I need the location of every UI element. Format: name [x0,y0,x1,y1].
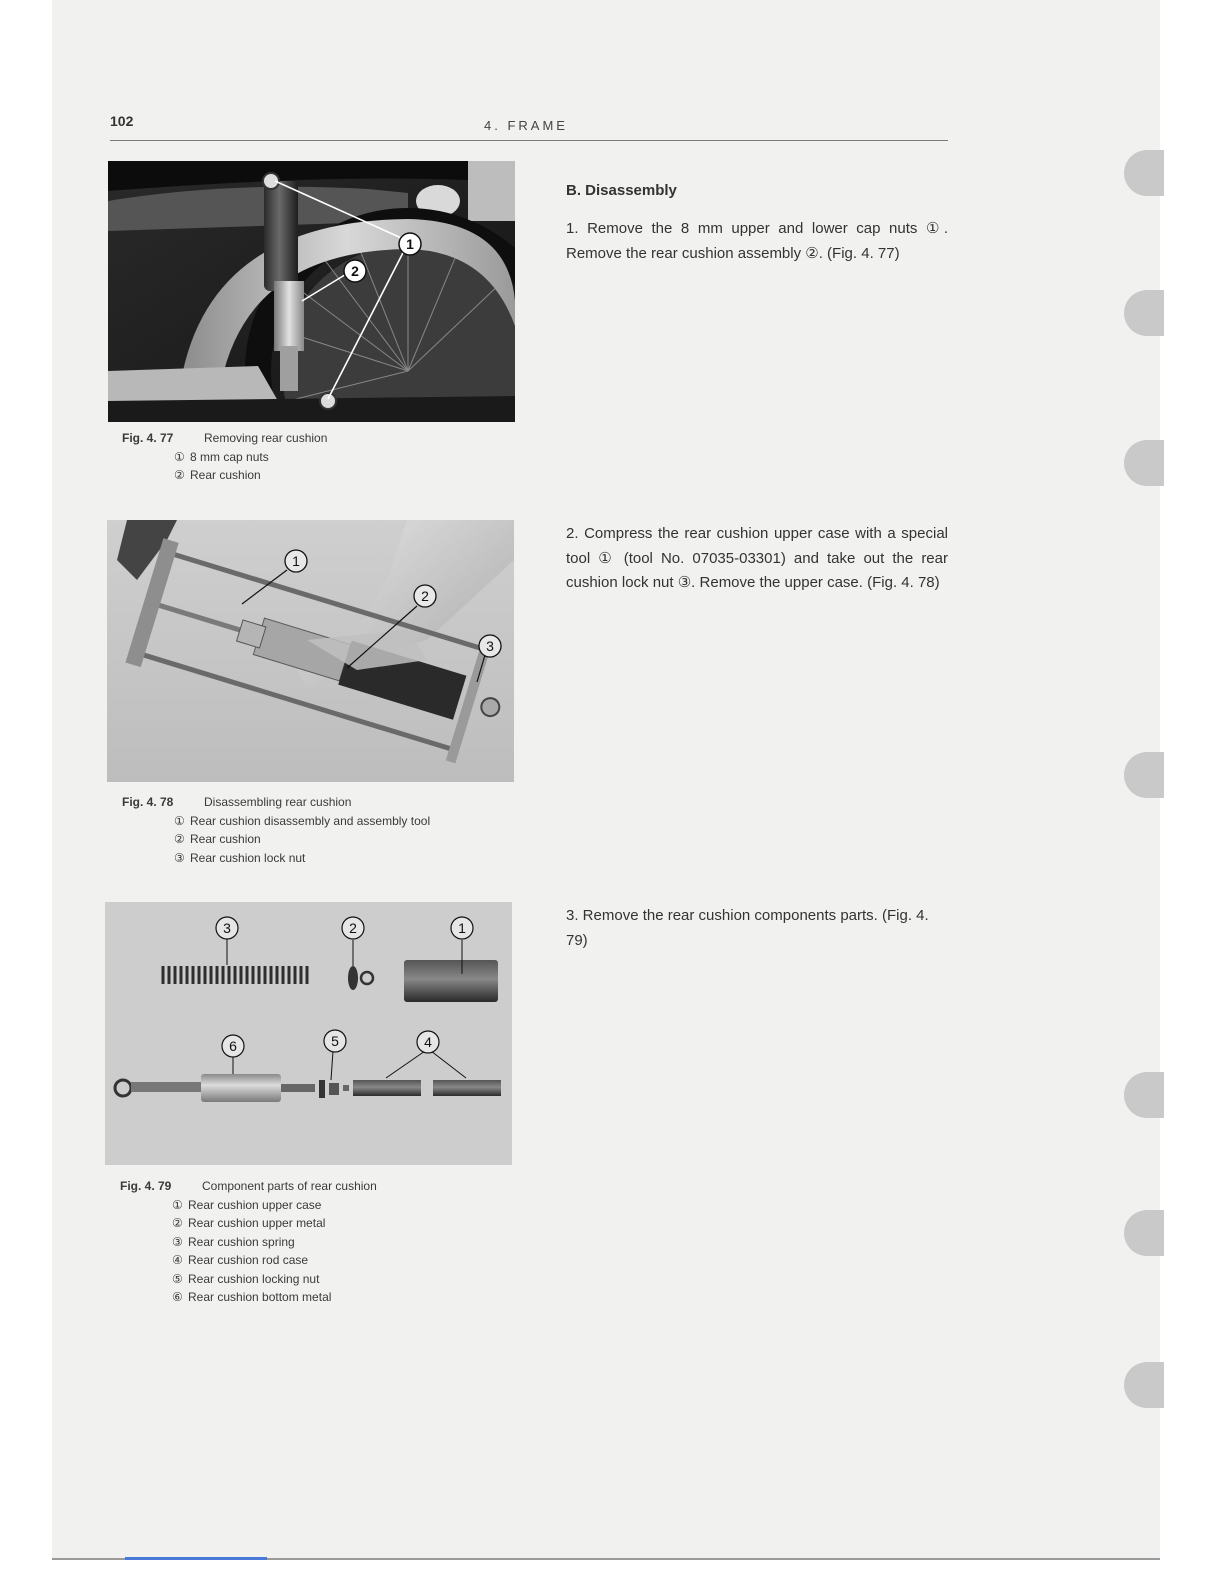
figure-4-79-callout-3: 3 [223,920,231,936]
header-rule [110,140,948,141]
caption-item: ① Rear cushion disassembly and assembly tool [174,813,431,828]
figure-4-77-callout-1: 1 [406,236,414,252]
chapter-title: 4. FRAME [484,118,568,133]
figure-4-79-callout-6: 6 [229,1038,237,1054]
caption-item: ③ Rear cushion lock nut [174,850,306,865]
figure-4-79-number: Fig. 4. 79 [120,1179,172,1193]
figure-4-79-callout-4: 4 [424,1034,432,1050]
caption-item: ② Rear cushion [174,468,261,482]
figure-4-78-photo [107,520,514,782]
figure-4-78-callout-1: 1 [292,553,300,569]
step-1-text: 1. Remove the 8 mm upper and lower cap nuts ①. Remove the rear cushion assembly ②. (Fig. 4. 77) [566,220,948,262]
step-3-text: 3. Remove the rear cushion components parts. (Fig. 4. 79) [566,907,929,949]
figure-4-78-callout-3: 3 [486,638,494,654]
figure-4-78-caption [122,793,430,867]
figure-4-77-number: Fig. 4. 77 [122,431,174,445]
caption-item: ⑥ Rear cushion bottom metal [172,1290,332,1304]
binder-tab [1124,1362,1164,1408]
binder-tab [1124,1210,1164,1256]
figure-4-79-callout-2: 2 [349,920,357,936]
section-heading: B. Disassembly [566,182,677,199]
caption-item: ④ Rear cushion rod case [172,1253,309,1267]
figure-4-79-title: Component parts of rear cushion [202,1179,377,1193]
caption-item: ② Rear cushion [174,832,261,846]
figure-4-77-callout-2: 2 [351,263,359,279]
figure-4-77-photo [108,161,515,422]
caption-item: ① Rear cushion upper case [172,1197,322,1212]
figure-4-78-number: Fig. 4. 78 [122,795,174,809]
figure-4-77-title: Removing rear cushion [204,431,328,445]
binder-tab [1124,440,1164,486]
caption-item: ⑤ Rear cushion locking nut [172,1271,320,1286]
figure-4-77-caption [122,429,327,485]
figure-4-79-callout-1: 1 [458,920,466,936]
step-2-text: 2. Compress the rear cushion upper case with a special tool ① (tool No. 07035-03301) and take out the rear cushion lock nut ③. Remove the upper case. (Fig. 4. 78) [566,525,948,591]
page-bottom-link-bar[interactable] [125,1557,267,1560]
binder-tab [1124,150,1164,196]
figure-4-79-photo [105,902,512,1165]
page-number: 102 [110,113,134,129]
figure-4-78-callout-2: 2 [421,588,429,604]
caption-item: ① 8 mm cap nuts [174,449,269,464]
caption-item: ② Rear cushion upper metal [172,1216,326,1230]
binder-tab [1124,1072,1164,1118]
caption-item: ③ Rear cushion spring [172,1234,295,1249]
binder-tab [1124,290,1164,336]
figure-4-79-callout-5: 5 [331,1033,339,1049]
figure-4-78-title: Disassembling rear cushion [204,795,352,809]
binder-tab [1124,752,1164,798]
figure-4-79-caption [120,1177,377,1307]
